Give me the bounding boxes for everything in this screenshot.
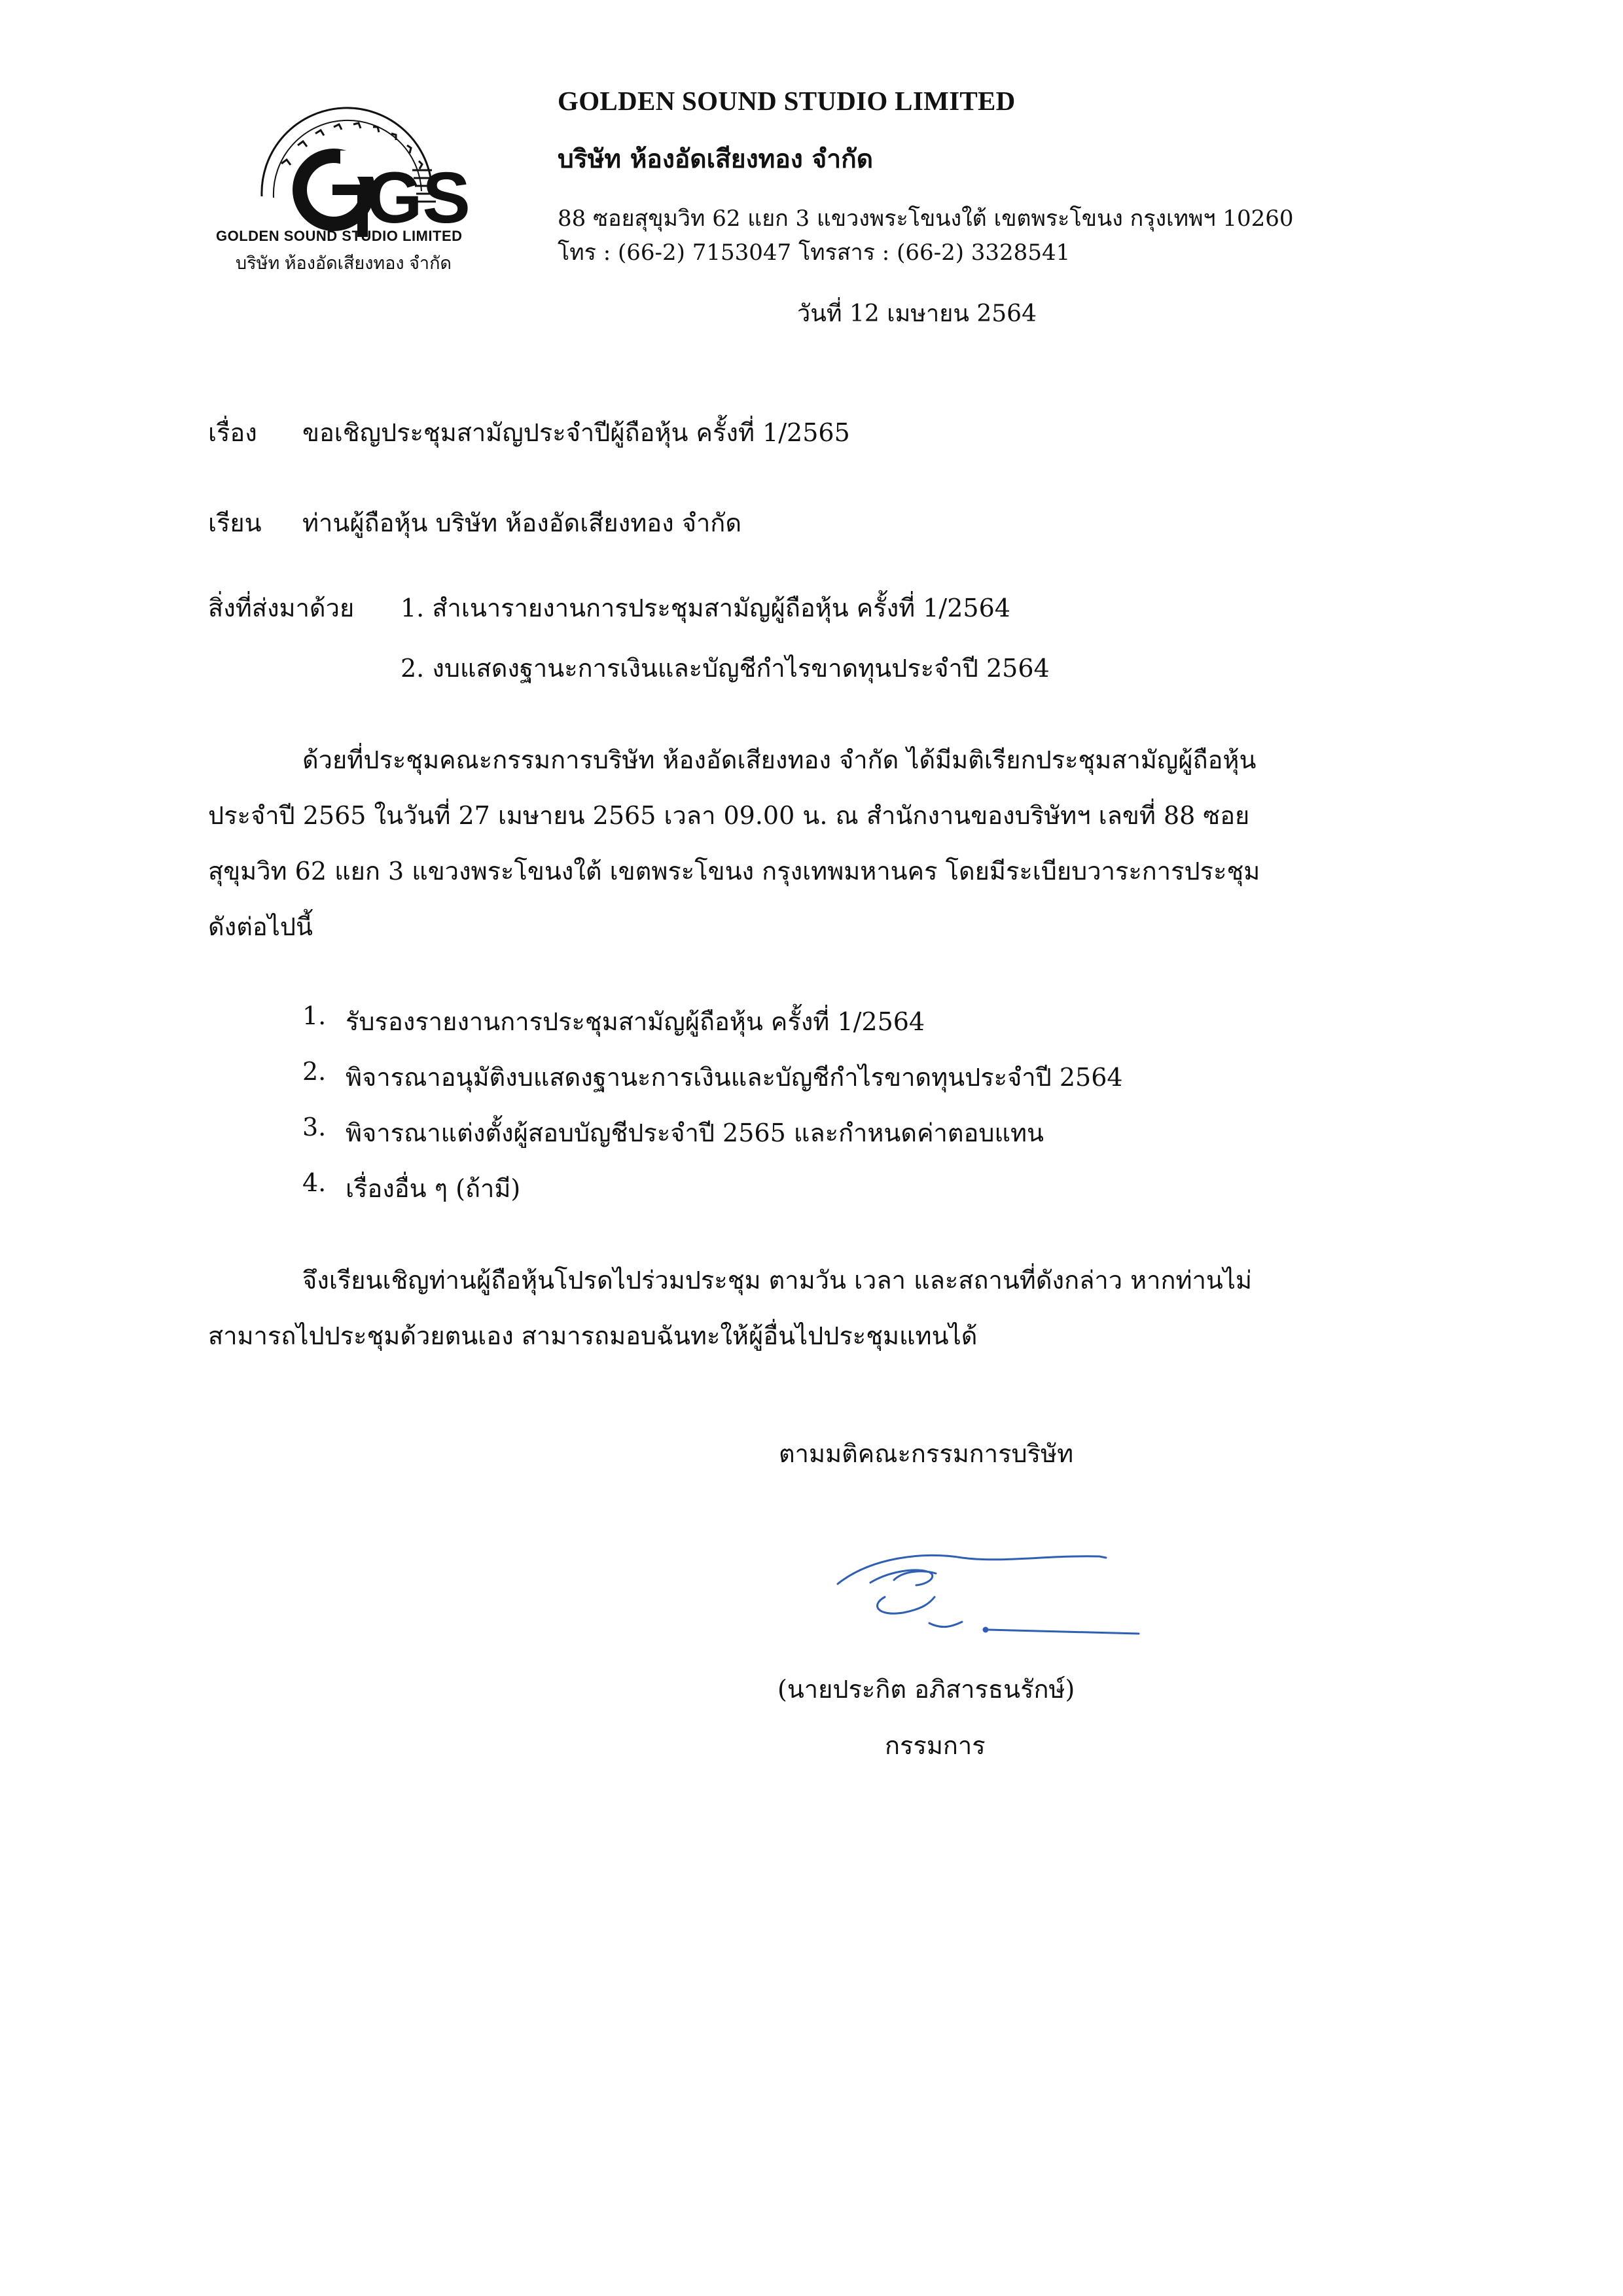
enclosures-label: สิ่งที่ส่งมาด้วย	[208, 594, 355, 622]
logo-text-th: บริษัท ห้องอัดเสียงทอง จำกัด	[236, 253, 452, 273]
agenda-number: 2.	[302, 1057, 327, 1086]
company-logo	[196, 92, 497, 281]
company-name-th: บริษัท ห้องอัดเสียงทอง จำกัด	[558, 144, 874, 174]
company-phone: โทร : (66-2) 7153047 โทรสาร : (66-2) 3328541	[558, 240, 1071, 266]
agenda-item: รับรองรายงานการประชุมสามัญผู้ถือหุ้น ครั้งที่ 1/2564	[346, 1007, 925, 1036]
company-address: 88 ซอยสุขุมวิท 62 แยก 3 แขวงพระโขนงใต้ เขตพระโขนง กรุงเทพฯ 10260	[558, 206, 1294, 232]
recipient-label: เรียน	[208, 509, 262, 537]
enclosure-item: 2. งบแสดงฐานะการเงินและบัญชีกำไรขาดทุนประจำปี 2564	[401, 654, 1050, 683]
agenda-item: พิจารณาอนุมัติงบแสดงฐานะการเงินและบัญชีกำไรขาดทุนประจำปี 2564	[346, 1063, 1123, 1092]
resolution-text: ตามมติคณะกรรมการบริษัท	[779, 1439, 1074, 1468]
body-line: ด้วยที่ประชุมคณะกรรมการบริษัท ห้องอัดเสียงทอง จำกัด ได้มีมติเรียกประชุมสามัญผู้ถือหุ้น	[302, 745, 1257, 774]
closing-line: สามารถไปประชุมด้วยตนเอง สามารถมอบฉันทะให้ผู้อื่นไปประชุมแทนได้	[208, 1321, 978, 1350]
agenda-number: 4.	[302, 1168, 327, 1197]
closing-line: จึงเรียนเชิญท่านผู้ถือหุ้นโปรดไปร่วมประชุม ตามวัน เวลา และสถานที่ดังกล่าว หากท่านไม่	[302, 1266, 1253, 1295]
agenda-number: 3.	[302, 1113, 327, 1141]
agenda-number: 1.	[302, 1001, 327, 1030]
company-name-en: GOLDEN SOUND STUDIO LIMITED	[558, 86, 1016, 116]
signer-position: กรรมการ	[885, 1731, 986, 1760]
logo-text-en: GOLDEN SOUND STUDIO LIMITED	[216, 228, 463, 244]
subject-label: เรื่อง	[208, 418, 257, 447]
body-line: ดังต่อไปนี้	[208, 912, 313, 941]
logo-monogram: GS	[366, 158, 471, 238]
agenda-item: พิจารณาแต่งตั้งผู้สอบบัญชีประจำปี 2565 และกำหนดค่าตอบแทน	[346, 1119, 1044, 1147]
body-line: ประจำปี 2565 ในวันที่ 27 เมษายน 2565 เวลา 09.00 น. ณ สำนักงานของบริษัทฯ เลขที่ 88 ซอย	[208, 801, 1250, 830]
handwritten-signature	[831, 1532, 1145, 1643]
subject-text: ขอเชิญประชุมสามัญประจำปีผู้ถือหุ้น ครั้งที่ 1/2565	[302, 418, 850, 447]
enclosure-item: 1. สำเนารายงานการประชุมสามัญผู้ถือหุ้น ครั้งที่ 1/2564	[401, 594, 1010, 622]
signer-name: (นายประกิต อภิสารธนรักษ์)	[777, 1675, 1075, 1704]
letter-date: วันที่ 12 เมษายน 2564	[797, 300, 1037, 327]
body-line: สุขุมวิท 62 แยก 3 แขวงพระโขนงใต้ เขตพระโขนง กรุงเทพมหานคร โดยมีระเบียบวาระการประชุม	[208, 857, 1260, 886]
recipient-text: ท่านผู้ถือหุ้น บริษัท ห้องอัดเสียงทอง จำกัด	[302, 509, 741, 537]
agenda-item: เรื่องอื่น ๆ (ถ้ามี)	[346, 1174, 521, 1203]
